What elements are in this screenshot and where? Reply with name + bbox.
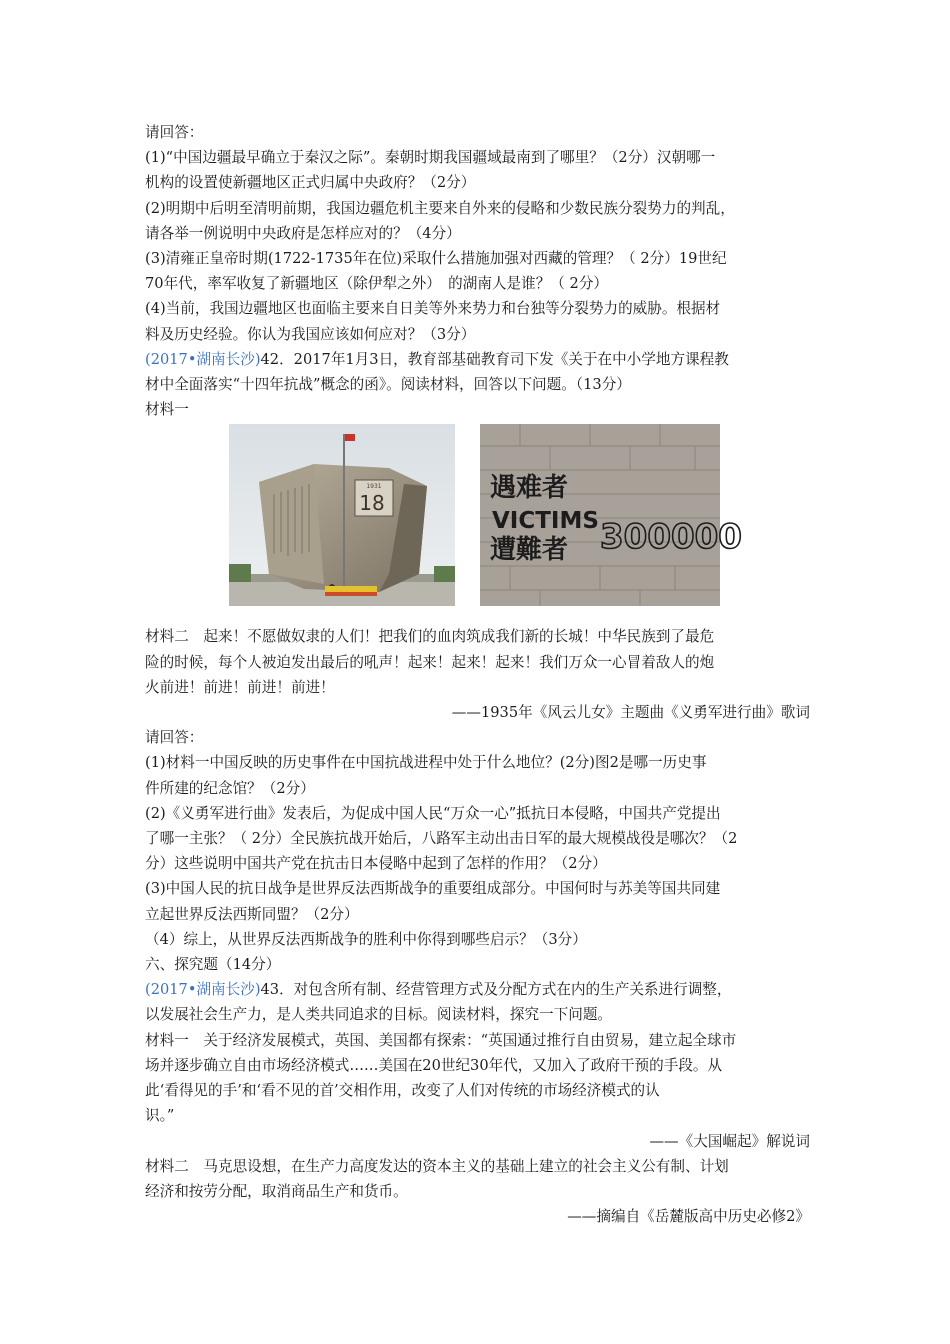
text-line: 经济和按劳分配，取消商品生产和货币。 (145, 1182, 408, 1200)
text-line: 分）这些说明中国共产党在抗击日本侵略中起到了怎样的作用？（2分） (145, 855, 607, 873)
text-line: (3)清雍正皇帝时期(1722-1735年在位)采取什么措施加强对西藏的管理？（ 2分）19世纪 (145, 250, 727, 268)
text-line: 识。” (145, 1107, 175, 1125)
text-line: (1)“中国边疆最早确立于秦汉之际”。秦朝时期我国疆域最南到了哪里？（2分）汉朝哪一 (145, 149, 716, 167)
text-line: 火前进！前进！前进！前进！ (145, 678, 335, 696)
text-line: (4)当前，我国边疆地区也面临主要来自日美等外来势力和台独等分裂势力的威胁。根据材 (145, 300, 721, 318)
plaque-year: 1931 (366, 483, 382, 491)
text-line: 此‘看得见的手’和‘看不见的首’交相作用，改变了人们对传统的市场经济模式的认 (145, 1082, 660, 1100)
text-line (145, 347, 810, 372)
text-line: (1)材料一中国反映的历史事件在中国抗战进程中处于什么地位？(2分)图2是哪一历史事 (145, 754, 707, 772)
question-text: 42．2017年1月3日，教育部基础教育司下发《关于在中小学地方课程教 (260, 350, 729, 368)
source-attribution: ——摘编自《岳麓版高中历史必修2》 (567, 1208, 810, 1226)
text-line: 材中全面落实“十四年抗战”概念的函》。阅读材料，回答以下问题。（13分） (145, 376, 631, 394)
material-one-figures (145, 422, 810, 624)
text-line: 材料二 马克思设想，在生产力高度发达的资本主义的基础上建立的社会主义公有制、计划 (145, 1157, 729, 1175)
text-line: 了哪一主张？（ 2分）全民族抗战开始后，八路军主动出击日军的最大规模战役是哪次？（2 (145, 830, 738, 848)
document-page (145, 120, 810, 1229)
source-attribution: ——《大国崛起》解说词 (649, 1132, 810, 1150)
text-line: (2)《义勇军进行曲》发表后，为促成中国人民“万众一心”抵抗日本侵略，中国共产党提出 (145, 804, 721, 822)
text-line: 立起世界反法西斯同盟？（2分） (145, 905, 359, 923)
question-text: 43．对包含所有制、经营管理方式及分配方式在内的生产关系进行调整， (260, 981, 732, 999)
figure-918-memorial-photo (229, 424, 455, 606)
text-line: 请各举一例说明中央政府是怎样应对的？（4分） (145, 224, 461, 242)
wall-text-line1: 遇难者 (490, 473, 569, 504)
text-line: 材料一 (145, 401, 189, 419)
wall-text-line3: 遭難者 (490, 535, 569, 566)
exam-source-tag: (2017•湖南长沙) (145, 350, 261, 368)
text-line: 场并逐步确立自由市场经济模式……美国在20世纪30年代，又加入了政府干预的手段。从 (145, 1056, 723, 1074)
plaque-number: 18 (359, 491, 385, 516)
exam-source-tag: (2017•湖南长沙) (145, 981, 261, 999)
text-line: 请回答： (145, 124, 204, 141)
text-line: 险的时候，每个人被迫发出最后的吼声！起来！起来！起来！我们万众一心冒着敌人的炮 (145, 653, 715, 671)
text-line: 材料一 关于经济发展模式，英国、美国都有探索：“英国通过推行自由贸易，建立起全球市 (145, 1031, 737, 1049)
wall-number: 300000 (600, 517, 742, 558)
text-line: 请回答： (145, 729, 204, 747)
text-line: 机构的设置使新疆地区正式归属中央政府？（2分） (145, 174, 476, 192)
wall-text-line2: VICTIMS (492, 508, 599, 535)
text-line: 件所建的纪念馆？（2分） (145, 779, 315, 797)
figure-nanjing-memorial-wall-photo (480, 424, 742, 606)
text-line: (3)中国人民的抗日战争是世界反法西斯战争的重要组成部分。中国何时与苏美等国共同建 (145, 880, 721, 898)
text-line: 以发展社会生产力，是人类共同追求的目标。阅读材料，探究一下问题。 (145, 1006, 613, 1024)
text-line: 70年代，率军收复了新疆地区（除伊犁之外） 的湖南人是谁？（ 2分） (145, 275, 609, 293)
text-line: （4）综上，从世界反法西斯战争的胜利中你得到哪些启示？（3分） (145, 930, 587, 948)
text-line: 六、探究题（14分） (145, 956, 281, 974)
source-attribution: ——1935年《风云儿女》主题曲《义勇军进行曲》歌词 (451, 704, 810, 722)
text-line: 材料二 起来！不愿做奴隶的人们！把我们的血肉筑成我们新的长城！中华民族到了最危 (145, 628, 715, 646)
text-line: 料及历史经验。你认为我国应该如何应对？（3分） (145, 325, 476, 343)
text-line: (2)明期中后明至清明前期，我国边疆危机主要来自外来的侵略和少数民族分裂势力的判乱， (145, 199, 735, 217)
text-line (145, 977, 810, 1002)
